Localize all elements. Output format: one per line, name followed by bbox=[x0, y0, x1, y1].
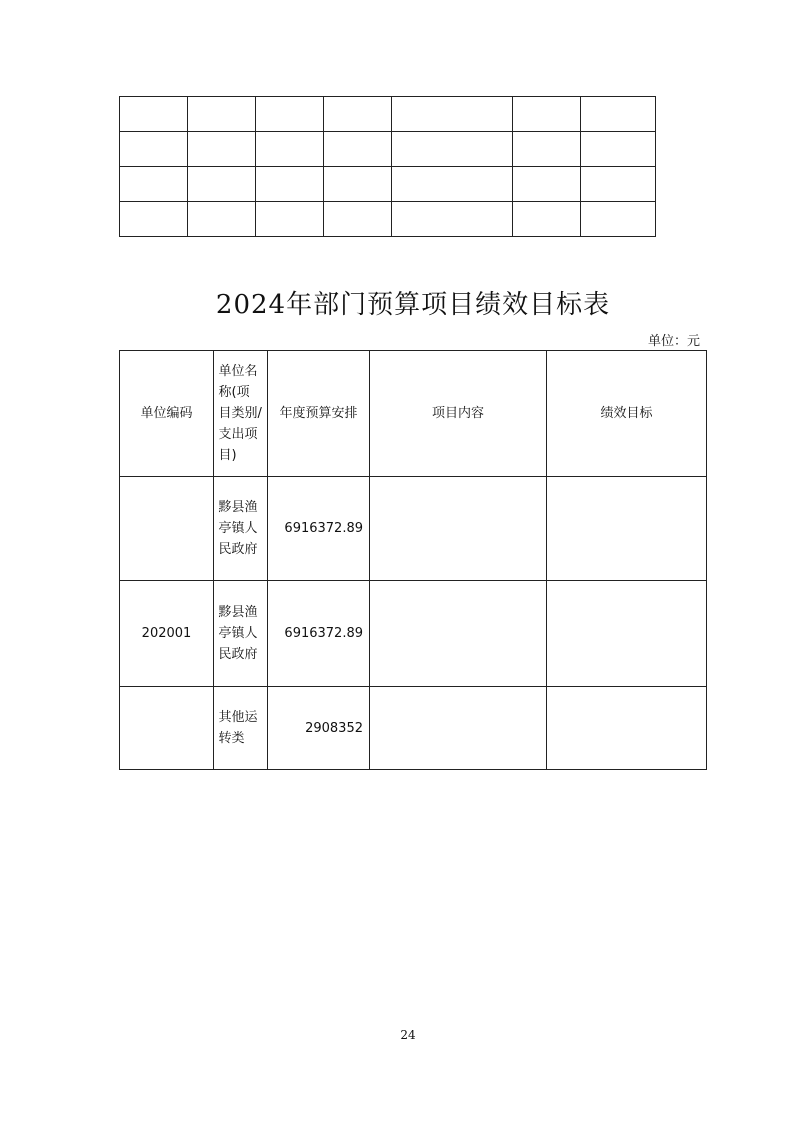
table-row bbox=[120, 477, 707, 581]
cell-unit-name: 其他运转类 bbox=[214, 687, 268, 770]
header-unit-name: 单位名称(项目类别/支出项目) bbox=[214, 351, 268, 477]
cell-unit-code bbox=[120, 687, 214, 770]
cell-content bbox=[370, 477, 547, 581]
header-target: 绩效目标 bbox=[547, 351, 707, 477]
cell-unit-code bbox=[120, 477, 214, 581]
cell-content bbox=[370, 687, 547, 770]
cell-unit-code: 202001 bbox=[120, 581, 214, 687]
table-row bbox=[120, 97, 656, 132]
header-unit-code: 单位编码 bbox=[120, 351, 214, 477]
performance-target-table bbox=[119, 350, 707, 770]
cell-budget: 2908352 bbox=[268, 687, 370, 770]
page-title: 2024年部门预算项目绩效目标表 bbox=[215, 290, 611, 320]
table-row bbox=[120, 132, 656, 167]
table-row bbox=[120, 581, 707, 687]
header-budget: 年度预算安排 bbox=[268, 351, 370, 477]
cell-target bbox=[547, 477, 707, 581]
cell-content bbox=[370, 581, 547, 687]
table-row bbox=[120, 167, 656, 202]
cell-unit-name: 黟县渔亭镇人民政府 bbox=[214, 477, 268, 581]
header-content: 项目内容 bbox=[370, 351, 547, 477]
table-header-row bbox=[120, 351, 707, 477]
cell-unit-name: 黟县渔亭镇人民政府 bbox=[214, 581, 268, 687]
page-number: 24 bbox=[400, 1028, 416, 1042]
table-row bbox=[120, 202, 656, 237]
cell-budget: 6916372.89 bbox=[268, 581, 370, 687]
cell-budget: 6916372.89 bbox=[268, 477, 370, 581]
previous-table-fragment bbox=[119, 96, 656, 237]
cell-target bbox=[547, 687, 707, 770]
cell-target bbox=[547, 581, 707, 687]
table-row bbox=[120, 687, 707, 770]
unit-label: 单位：元 bbox=[647, 334, 700, 349]
